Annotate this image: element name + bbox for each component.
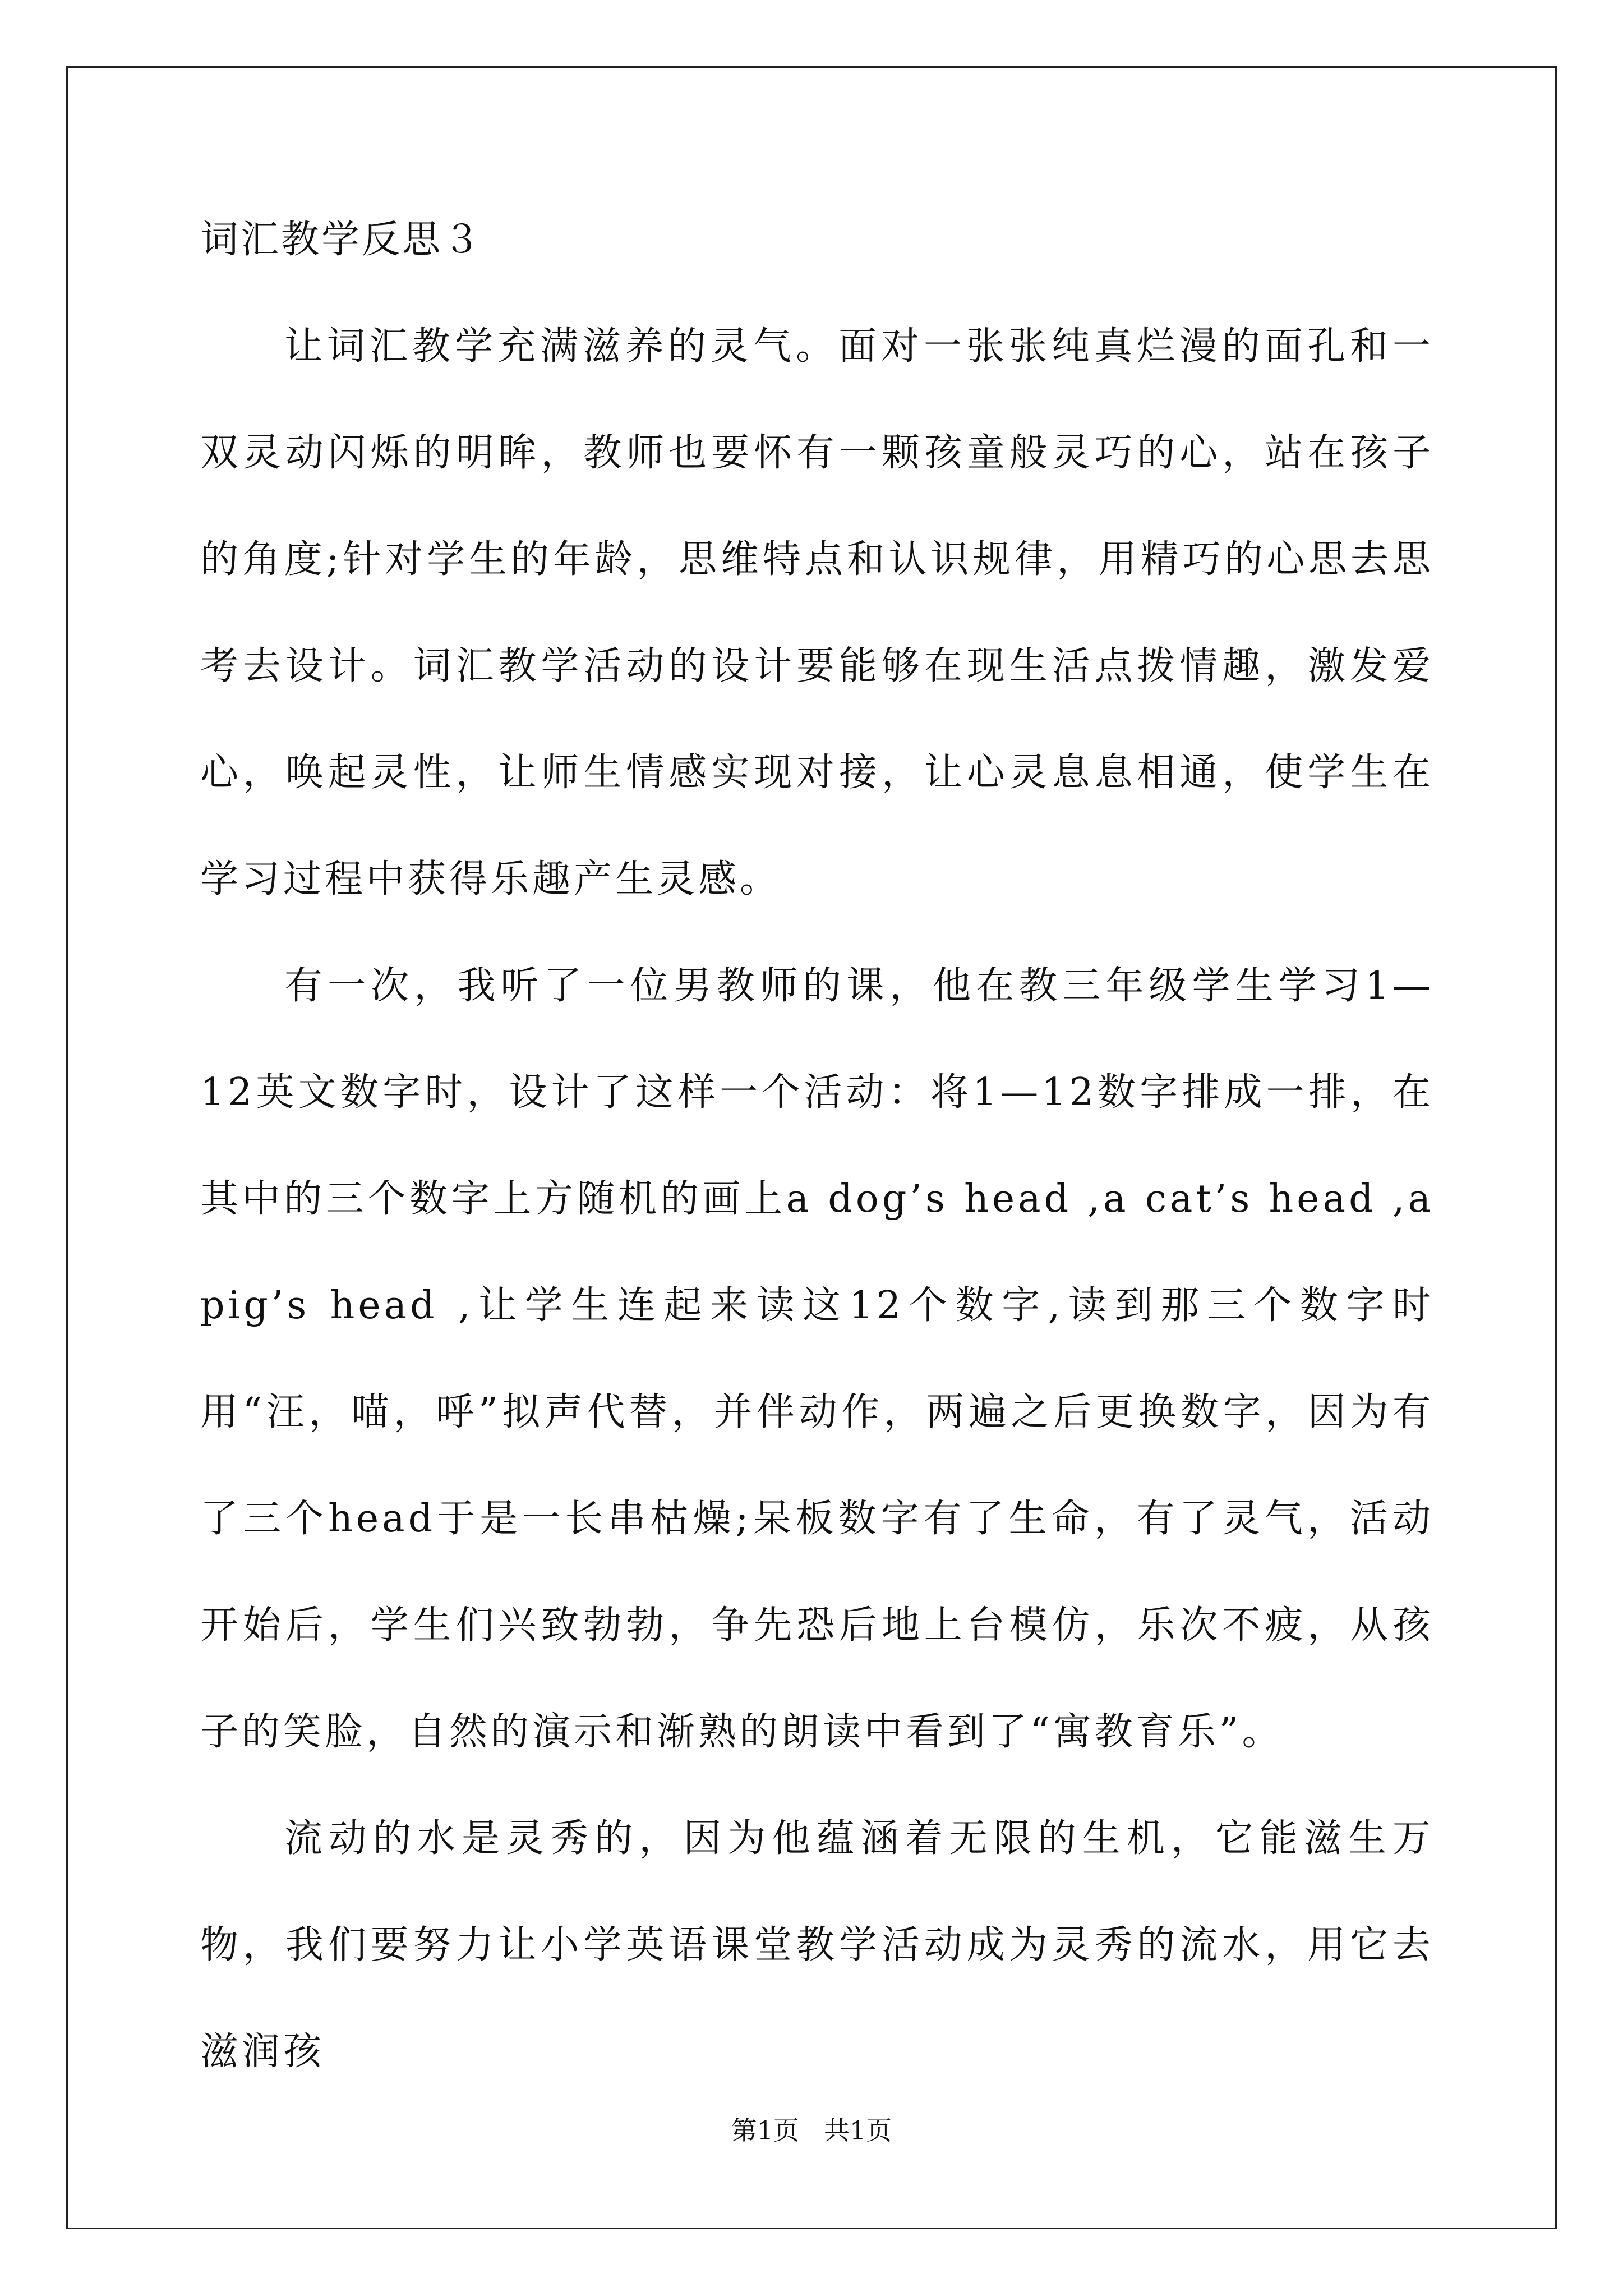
paragraph-1: 让词汇教学充满滋养的灵气。面对一张张纯真烂漫的面孔和一双灵动闪烁的明眸，教师也要怀有一颗孩童般灵巧的心，站在孩子的角度;针对学生的年龄，思维特点和认识规律，用精巧的心思去思考去设计。词汇教学活动的设计要能够在现生活点拨情趣，激发爱心，唤起灵性，让师生情感实现对接，让心灵息息相通，使学生在学习过程中获得乐趣产生灵感。 bbox=[200, 324, 1434, 901]
document-title: 词汇教学反思３ bbox=[200, 218, 483, 262]
page-total: 共1页 bbox=[823, 2115, 892, 2146]
paragraph-3: 流动的水是灵秀的，因为他蕴涵着无限的生机，它能滋生万物，我们要努力让小学英语课堂教学活动成为灵秀的流水，用它去滋润孩 bbox=[200, 1816, 1434, 2074]
document-body bbox=[200, 213, 1434, 2105]
page-number: 第1页 bbox=[731, 2115, 800, 2146]
page-footer bbox=[0, 2114, 1623, 2147]
paragraph-2: 有一次，我听了一位男教师的课，他在教三年级学生学习1—12英文数字时，设计了这样一个活动：将1—12数字排成一排，在其中的三个数字上方随机的画上a dog’s head ,a cat’s head ,a pig’s head ,让学生连起来读这12个数字,读到那三个数字时用“汪，喵，呼”拟声代替，并伴动作，两遍之后更换数字，因为有了三个head于是一长串枯燥;呆板数字有了生命，有了灵气，活动开始后，学生们兴致勃勃，争先恐后地上台模仿，乐次不疲，从孩子的笑脸，自然的演示和渐熟的朗读中看到了“寓教育乐”。 bbox=[200, 964, 1434, 1754]
